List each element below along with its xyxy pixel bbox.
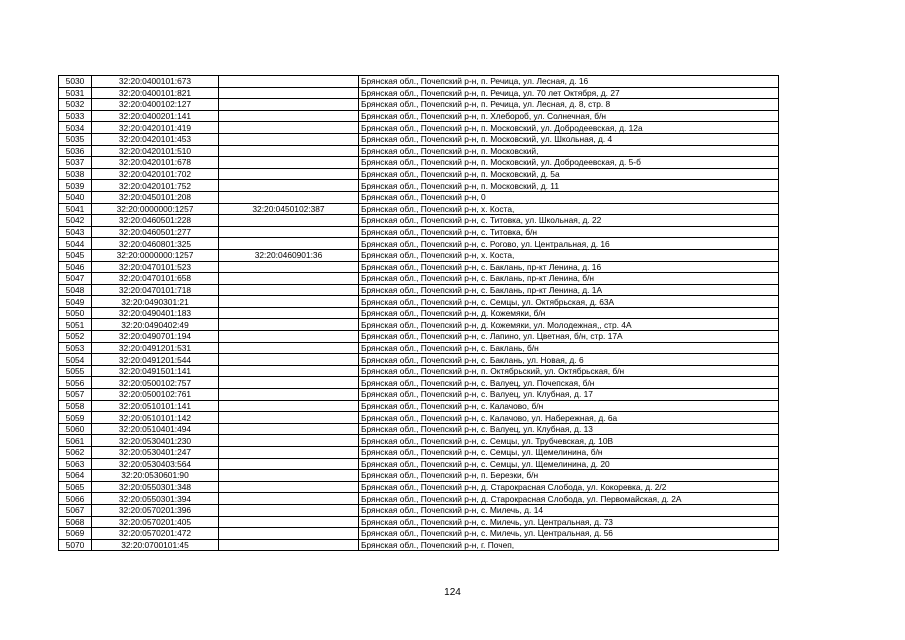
previous-cadastral-number-cell bbox=[219, 238, 359, 250]
row-number-cell: 5059 bbox=[59, 412, 92, 424]
table-row bbox=[59, 342, 779, 354]
address-cell: Брянская обл., Почепский р-н, с. Рогово, ул. Центральная, д. 16 bbox=[359, 238, 779, 250]
cadastral-number-cell: 32:20:0700101:45 bbox=[92, 539, 219, 551]
previous-cadastral-number-cell bbox=[219, 99, 359, 111]
previous-cadastral-number-cell: 32:20:0450102:387 bbox=[219, 203, 359, 215]
row-number-cell: 5044 bbox=[59, 238, 92, 250]
previous-cadastral-number-cell bbox=[219, 145, 359, 157]
row-number-cell: 5033 bbox=[59, 110, 92, 122]
address-cell: Брянская обл., Почепский р-н, с. Милечь, ул. Центральная, д. 73 bbox=[359, 516, 779, 528]
address-cell: Брянская обл., Почепский р-н, д. Кожемяки, б/н bbox=[359, 307, 779, 319]
cadastral-number-cell: 32:20:0530601:90 bbox=[92, 470, 219, 482]
table-row bbox=[59, 400, 779, 412]
row-number-cell: 5068 bbox=[59, 516, 92, 528]
row-number-cell: 5063 bbox=[59, 458, 92, 470]
row-number-cell: 5055 bbox=[59, 365, 92, 377]
address-cell: Брянская обл., Почепский р-н, с. Баклань, б/н bbox=[359, 342, 779, 354]
table-row bbox=[59, 377, 779, 389]
previous-cadastral-number-cell bbox=[219, 377, 359, 389]
previous-cadastral-number-cell bbox=[219, 76, 359, 88]
table-row bbox=[59, 365, 779, 377]
address-cell: Брянская обл., Почепский р-н, с. Лапино, ул. Цветная, б/н, стр. 17А bbox=[359, 331, 779, 343]
row-number-cell: 5032 bbox=[59, 99, 92, 111]
previous-cadastral-number-cell bbox=[219, 133, 359, 145]
row-number-cell: 5031 bbox=[59, 87, 92, 99]
address-cell: Брянская обл., Почепский р-н, х. Коста, bbox=[359, 203, 779, 215]
cadastral-number-cell: 32:20:0491501:141 bbox=[92, 365, 219, 377]
address-cell: Брянская обл., Почепский р-н, с. Милечь, д. 14 bbox=[359, 504, 779, 516]
cadastral-number-cell: 32:20:0470101:523 bbox=[92, 261, 219, 273]
previous-cadastral-number-cell bbox=[219, 400, 359, 412]
previous-cadastral-number-cell bbox=[219, 284, 359, 296]
row-number-cell: 5049 bbox=[59, 296, 92, 308]
previous-cadastral-number-cell bbox=[219, 516, 359, 528]
previous-cadastral-number-cell bbox=[219, 470, 359, 482]
previous-cadastral-number-cell bbox=[219, 261, 359, 273]
cadastral-number-cell: 32:20:0460501:277 bbox=[92, 226, 219, 238]
previous-cadastral-number-cell bbox=[219, 539, 359, 551]
table-row bbox=[59, 423, 779, 435]
previous-cadastral-number-cell bbox=[219, 365, 359, 377]
cadastral-number-cell: 32:20:0420101:678 bbox=[92, 157, 219, 169]
address-cell: Брянская обл., Почепский р-н, п. Московский, ул. Добродеевская, д. 12а bbox=[359, 122, 779, 134]
previous-cadastral-number-cell bbox=[219, 493, 359, 505]
cadastral-number-cell: 32:20:0530401:230 bbox=[92, 435, 219, 447]
table-row bbox=[59, 191, 779, 203]
cadastral-number-cell: 32:20:0400201:141 bbox=[92, 110, 219, 122]
previous-cadastral-number-cell bbox=[219, 447, 359, 459]
row-number-cell: 5037 bbox=[59, 157, 92, 169]
previous-cadastral-number-cell bbox=[219, 226, 359, 238]
table-row bbox=[59, 110, 779, 122]
table-row bbox=[59, 133, 779, 145]
address-cell: Брянская обл., Почепский р-н, с. Калачово, б/н bbox=[359, 400, 779, 412]
table-row bbox=[59, 122, 779, 134]
row-number-cell: 5045 bbox=[59, 249, 92, 261]
row-number-cell: 5060 bbox=[59, 423, 92, 435]
previous-cadastral-number-cell bbox=[219, 389, 359, 401]
table-row bbox=[59, 76, 779, 88]
address-cell: Брянская обл., Почепский р-н, х. Коста, bbox=[359, 249, 779, 261]
address-cell: Брянская обл., Почепский р-н, с. Семцы, ул. Октябрьская, д. 63А bbox=[359, 296, 779, 308]
row-number-cell: 5054 bbox=[59, 354, 92, 366]
address-cell: Брянская обл., Почепский р-н, д. Кожемяки, ул. Молодежная,, стр. 4А bbox=[359, 319, 779, 331]
cadastral-number-cell: 32:20:0420101:419 bbox=[92, 122, 219, 134]
cadastral-number-cell: 32:20:0510101:141 bbox=[92, 400, 219, 412]
table-row bbox=[59, 458, 779, 470]
previous-cadastral-number-cell: 32:20:0460901:36 bbox=[219, 249, 359, 261]
table-row bbox=[59, 180, 779, 192]
address-cell: Брянская обл., Почепский р-н, с. Валуец, ул. Почепская, б/н bbox=[359, 377, 779, 389]
table-row bbox=[59, 296, 779, 308]
table-row bbox=[59, 249, 779, 261]
registry-table-body bbox=[59, 76, 779, 551]
row-number-cell: 5061 bbox=[59, 435, 92, 447]
cadastral-number-cell: 32:20:0400101:821 bbox=[92, 87, 219, 99]
cadastral-number-cell: 32:20:0420101:752 bbox=[92, 180, 219, 192]
table-row bbox=[59, 481, 779, 493]
previous-cadastral-number-cell bbox=[219, 354, 359, 366]
table-row bbox=[59, 504, 779, 516]
address-cell: Брянская обл., Почепский р-н, с. Семцы, ул. Трубчевская, д. 10В bbox=[359, 435, 779, 447]
table-row bbox=[59, 539, 779, 551]
previous-cadastral-number-cell bbox=[219, 191, 359, 203]
address-cell: Брянская обл., Почепский р-н, п. Московский, bbox=[359, 145, 779, 157]
previous-cadastral-number-cell bbox=[219, 423, 359, 435]
table-row bbox=[59, 273, 779, 285]
row-number-cell: 5051 bbox=[59, 319, 92, 331]
previous-cadastral-number-cell bbox=[219, 122, 359, 134]
cadastral-number-cell: 32:20:0530401:247 bbox=[92, 447, 219, 459]
table-row bbox=[59, 99, 779, 111]
cadastral-number-cell: 32:20:0470101:718 bbox=[92, 284, 219, 296]
registry-table bbox=[58, 75, 779, 551]
previous-cadastral-number-cell bbox=[219, 319, 359, 331]
previous-cadastral-number-cell bbox=[219, 110, 359, 122]
previous-cadastral-number-cell bbox=[219, 331, 359, 343]
address-cell: Брянская обл., Почепский р-н, с. Титовка, б/н bbox=[359, 226, 779, 238]
row-number-cell: 5052 bbox=[59, 331, 92, 343]
table-row bbox=[59, 447, 779, 459]
row-number-cell: 5067 bbox=[59, 504, 92, 516]
table-row bbox=[59, 412, 779, 424]
cadastral-number-cell: 32:20:0460801:325 bbox=[92, 238, 219, 250]
address-cell: Брянская обл., Почепский р-н, п. Хлебороб, ул. Солнечная, б/н bbox=[359, 110, 779, 122]
cadastral-number-cell: 32:20:0491201:544 bbox=[92, 354, 219, 366]
table-row bbox=[59, 238, 779, 250]
row-number-cell: 5046 bbox=[59, 261, 92, 273]
address-cell: Брянская обл., Почепский р-н, п. Березки, б/н bbox=[359, 470, 779, 482]
address-cell: Брянская обл., Почепский р-н, с. Валуец, ул. Клубная, д. 17 bbox=[359, 389, 779, 401]
row-number-cell: 5042 bbox=[59, 215, 92, 227]
table-row bbox=[59, 87, 779, 99]
table-row bbox=[59, 215, 779, 227]
row-number-cell: 5041 bbox=[59, 203, 92, 215]
row-number-cell: 5053 bbox=[59, 342, 92, 354]
row-number-cell: 5058 bbox=[59, 400, 92, 412]
row-number-cell: 5035 bbox=[59, 133, 92, 145]
address-cell: Брянская обл., Почепский р-н, п. Речица, ул. 70 лет Октября, д. 27 bbox=[359, 87, 779, 99]
row-number-cell: 5066 bbox=[59, 493, 92, 505]
cadastral-number-cell: 32:20:0491201:531 bbox=[92, 342, 219, 354]
address-cell: Брянская обл., Почепский р-н, п. Речица, ул. Лесная, д. 8, стр. 8 bbox=[359, 99, 779, 111]
address-cell: Брянская обл., Почепский р-н, с. Баклань, ул. Новая, д. 6 bbox=[359, 354, 779, 366]
previous-cadastral-number-cell bbox=[219, 435, 359, 447]
table-row bbox=[59, 145, 779, 157]
cadastral-number-cell: 32:20:0570201:396 bbox=[92, 504, 219, 516]
row-number-cell: 5048 bbox=[59, 284, 92, 296]
cadastral-number-cell: 32:20:0470101:658 bbox=[92, 273, 219, 285]
cadastral-number-cell: 32:20:0550301:394 bbox=[92, 493, 219, 505]
row-number-cell: 5065 bbox=[59, 481, 92, 493]
address-cell: Брянская обл., Почепский р-н, п. Московский, ул. Добродеевская, д. 5-б bbox=[359, 157, 779, 169]
table-row bbox=[59, 389, 779, 401]
previous-cadastral-number-cell bbox=[219, 87, 359, 99]
row-number-cell: 5030 bbox=[59, 76, 92, 88]
table-row bbox=[59, 307, 779, 319]
row-number-cell: 5056 bbox=[59, 377, 92, 389]
row-number-cell: 5040 bbox=[59, 191, 92, 203]
table-row bbox=[59, 319, 779, 331]
cadastral-number-cell: 32:20:0460501:228 bbox=[92, 215, 219, 227]
cadastral-number-cell: 32:20:0490701:194 bbox=[92, 331, 219, 343]
cadastral-number-cell: 32:20:0400101:673 bbox=[92, 76, 219, 88]
previous-cadastral-number-cell bbox=[219, 215, 359, 227]
table-row bbox=[59, 516, 779, 528]
table-row bbox=[59, 470, 779, 482]
cadastral-number-cell: 32:20:0490301:21 bbox=[92, 296, 219, 308]
row-number-cell: 5069 bbox=[59, 528, 92, 540]
address-cell: Брянская обл., Почепский р-н, г. Почеп, bbox=[359, 539, 779, 551]
cadastral-number-cell: 32:20:0570201:405 bbox=[92, 516, 219, 528]
cadastral-number-cell: 32:20:0420101:453 bbox=[92, 133, 219, 145]
previous-cadastral-number-cell bbox=[219, 504, 359, 516]
cadastral-number-cell: 32:20:0490402:49 bbox=[92, 319, 219, 331]
table-row bbox=[59, 435, 779, 447]
address-cell: Брянская обл., Почепский р-н, с. Семцы, ул. Щемелинина, д. 20 bbox=[359, 458, 779, 470]
cadastral-number-cell: 32:20:0420101:702 bbox=[92, 168, 219, 180]
cadastral-number-cell: 32:20:0000000:1257 bbox=[92, 249, 219, 261]
address-cell: Брянская обл., Почепский р-н, с. Милечь, ул. Центральная, д. 56 bbox=[359, 528, 779, 540]
address-cell: Брянская обл., Почепский р-н, с. Калачово, ул. Набережная, д. 6а bbox=[359, 412, 779, 424]
row-number-cell: 5070 bbox=[59, 539, 92, 551]
address-cell: Брянская обл., Почепский р-н, п. Московский, д. 11 bbox=[359, 180, 779, 192]
address-cell: Брянская обл., Почепский р-н, с. Титовка, ул. Школьная, д. 22 bbox=[359, 215, 779, 227]
previous-cadastral-number-cell bbox=[219, 157, 359, 169]
address-cell: Брянская обл., Почепский р-н, п. Московский, ул. Школьная, д. 4 bbox=[359, 133, 779, 145]
table-row bbox=[59, 203, 779, 215]
row-number-cell: 5043 bbox=[59, 226, 92, 238]
table-row bbox=[59, 284, 779, 296]
cadastral-number-cell: 32:20:0400102:127 bbox=[92, 99, 219, 111]
previous-cadastral-number-cell bbox=[219, 307, 359, 319]
page-number: 124 bbox=[444, 587, 461, 598]
cadastral-number-cell: 32:20:0450101:208 bbox=[92, 191, 219, 203]
cadastral-number-cell: 32:20:0550301:348 bbox=[92, 481, 219, 493]
previous-cadastral-number-cell bbox=[219, 528, 359, 540]
cadastral-number-cell: 32:20:0490401:183 bbox=[92, 307, 219, 319]
address-cell: Брянская обл., Почепский р-н, с. Валуец, ул. Клубная, д. 13 bbox=[359, 423, 779, 435]
table-row bbox=[59, 261, 779, 273]
address-cell: Брянская обл., Почепский р-н, д. Старокрасная Слобода, ул. Первомайская, д. 2А bbox=[359, 493, 779, 505]
address-cell: Брянская обл., Почепский р-н, с. Семцы, ул. Щемелинина, б/н bbox=[359, 447, 779, 459]
cadastral-number-cell: 32:20:0500102:757 bbox=[92, 377, 219, 389]
address-cell: Брянская обл., Почепский р-н, п. Московский, д. 5а bbox=[359, 168, 779, 180]
cadastral-number-cell: 32:20:0420101:510 bbox=[92, 145, 219, 157]
address-cell: Брянская обл., Почепский р-н, с. Баклань, пр-кт Ленина, б/н bbox=[359, 273, 779, 285]
row-number-cell: 5062 bbox=[59, 447, 92, 459]
cadastral-number-cell: 32:20:0510401:494 bbox=[92, 423, 219, 435]
previous-cadastral-number-cell bbox=[219, 273, 359, 285]
row-number-cell: 5038 bbox=[59, 168, 92, 180]
cadastral-number-cell: 32:20:0000000:1257 bbox=[92, 203, 219, 215]
cadastral-number-cell: 32:20:0570201:472 bbox=[92, 528, 219, 540]
table-row bbox=[59, 168, 779, 180]
address-cell: Брянская обл., Почепский р-н, п. Октябрьский, ул. Октябрьская, б/н bbox=[359, 365, 779, 377]
address-cell: Брянская обл., Почепский р-н, п. Речица, ул. Лесная, д. 16 bbox=[359, 76, 779, 88]
cadastral-number-cell: 32:20:0530403:564 bbox=[92, 458, 219, 470]
previous-cadastral-number-cell bbox=[219, 412, 359, 424]
table-row bbox=[59, 331, 779, 343]
table-row bbox=[59, 226, 779, 238]
row-number-cell: 5034 bbox=[59, 122, 92, 134]
row-number-cell: 5050 bbox=[59, 307, 92, 319]
row-number-cell: 5036 bbox=[59, 145, 92, 157]
previous-cadastral-number-cell bbox=[219, 168, 359, 180]
address-cell: Брянская обл., Почепский р-н, с. Баклань, пр-кт Ленина, д. 1А bbox=[359, 284, 779, 296]
previous-cadastral-number-cell bbox=[219, 180, 359, 192]
previous-cadastral-number-cell bbox=[219, 481, 359, 493]
table-row bbox=[59, 354, 779, 366]
previous-cadastral-number-cell bbox=[219, 296, 359, 308]
table-row bbox=[59, 493, 779, 505]
row-number-cell: 5039 bbox=[59, 180, 92, 192]
row-number-cell: 5057 bbox=[59, 389, 92, 401]
cadastral-number-cell: 32:20:0510101:142 bbox=[92, 412, 219, 424]
address-cell: Брянская обл., Почепский р-н, д. Старокрасная Слобода, ул. Кокоревка, д. 2/2 bbox=[359, 481, 779, 493]
row-number-cell: 5064 bbox=[59, 470, 92, 482]
table-row bbox=[59, 157, 779, 169]
table-row bbox=[59, 528, 779, 540]
cadastral-number-cell: 32:20:0500102:761 bbox=[92, 389, 219, 401]
address-cell: Брянская обл., Почепский р-н, с. Баклань, пр-кт Ленина, д. 16 bbox=[359, 261, 779, 273]
previous-cadastral-number-cell bbox=[219, 342, 359, 354]
previous-cadastral-number-cell bbox=[219, 458, 359, 470]
address-cell: Брянская обл., Почепский р-н, 0 bbox=[359, 191, 779, 203]
row-number-cell: 5047 bbox=[59, 273, 92, 285]
